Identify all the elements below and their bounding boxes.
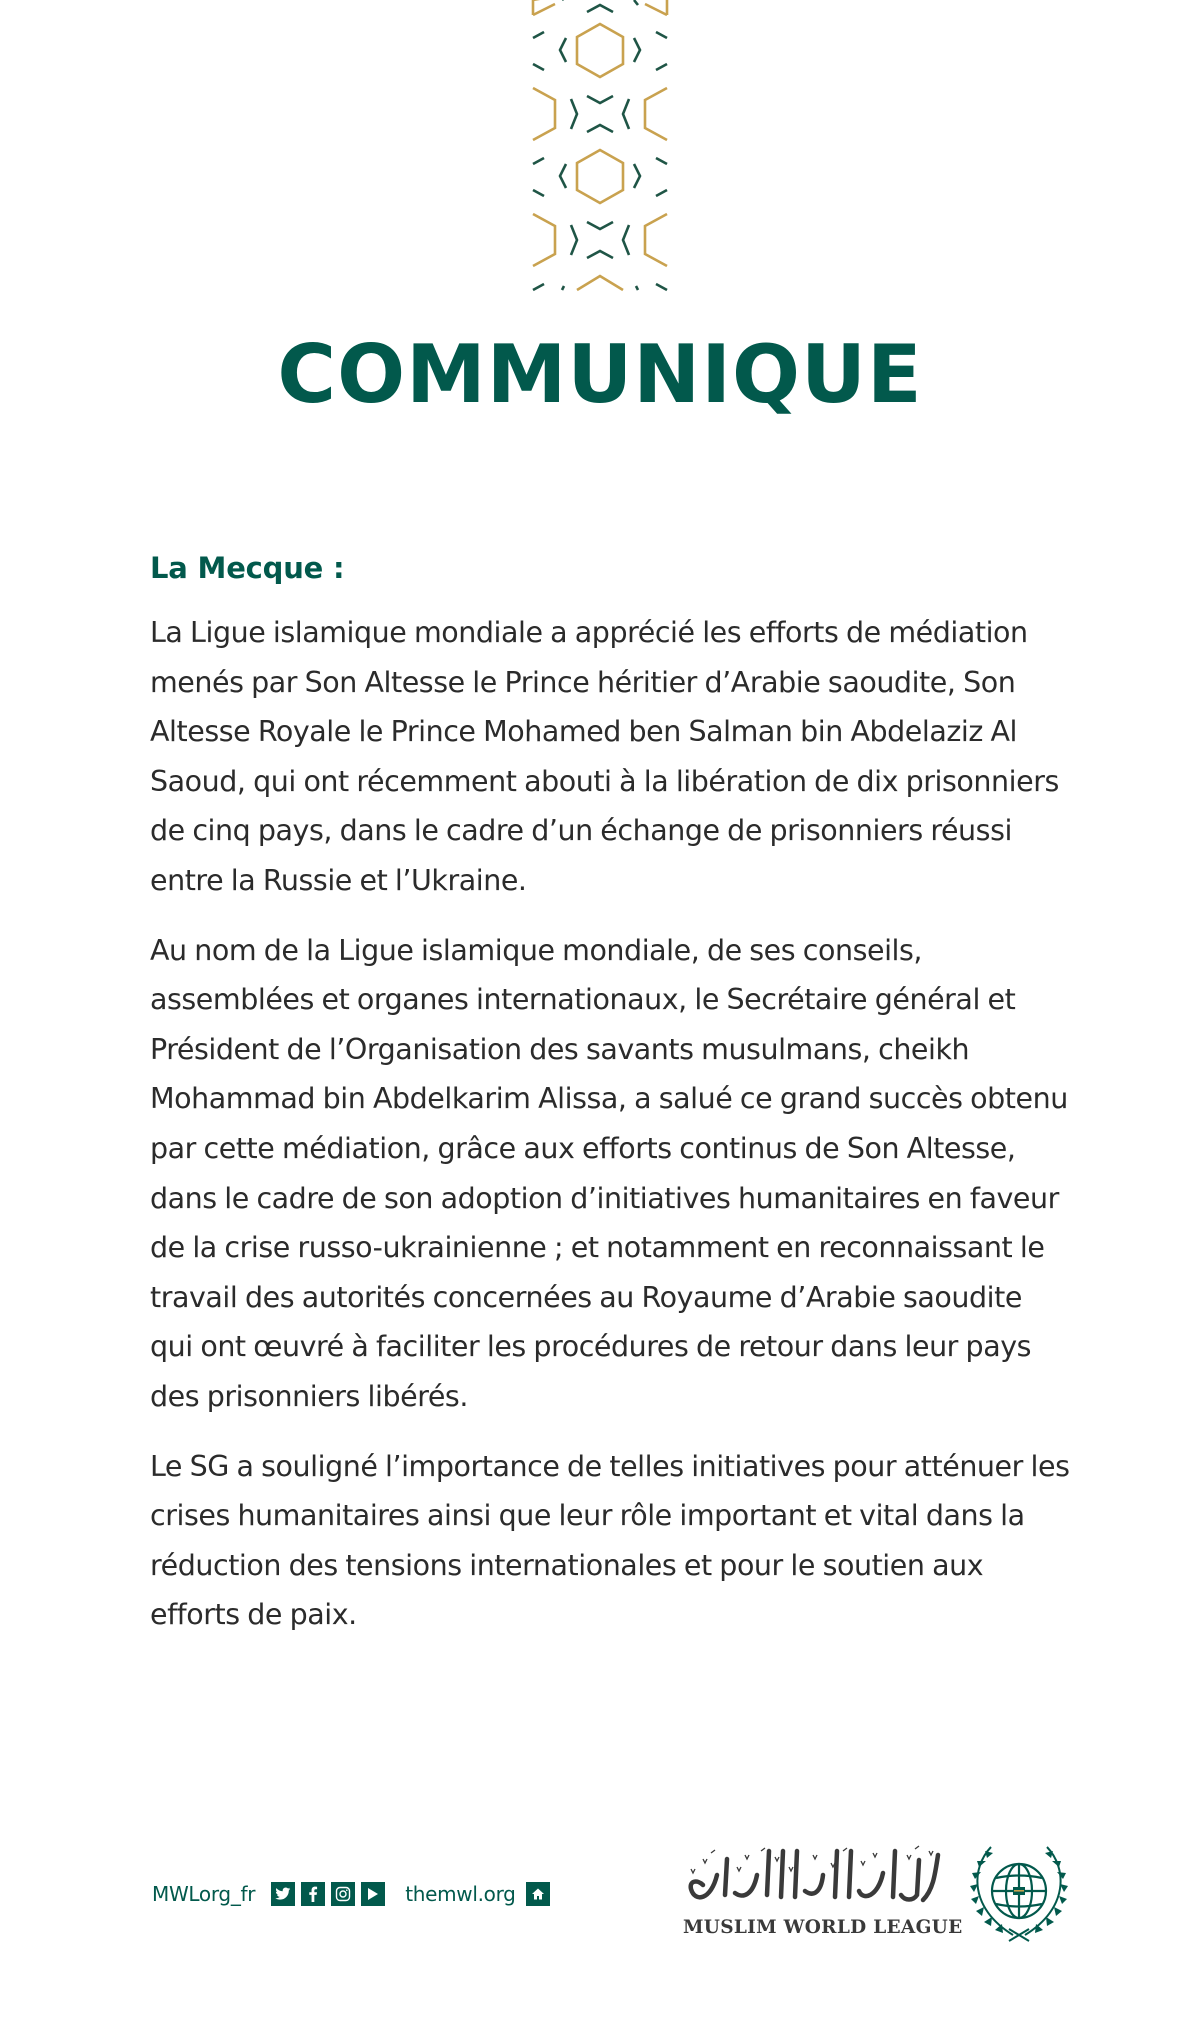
instagram-icon[interactable] xyxy=(331,1882,355,1906)
page-title: COMMUNIQUE xyxy=(277,328,923,421)
geometric-pattern-icon xyxy=(530,0,670,292)
twitter-icon[interactable] xyxy=(271,1882,295,1906)
social-handle[interactable]: MWLorg_fr xyxy=(152,1882,256,1906)
paragraph-2: Au nom de la Ligue islamique mondiale, de ses conseils, assemblées et organes internationaux, le Secrétaire général et Président de l’Organisation des savants musulmans, cheikh Mohammad bin Abdelkarim Alissa, a salué ce grand succès obtenu par cette médiation, grâce aux efforts continus de Son Altesse, dans le cadre de son adoption d’initiatives humanitaires en faveur de la crise russo-ukrainienne ; et notamment en reconnaissant le travail des autorités concernées au Royaume d’Arabie saoudite qui ont œuvré à faciliter les procédures de retour dans leur pays des prisonniers libérés. xyxy=(150,933,1068,1413)
paragraph-3: Le SG a souligné l’importance de telles initiatives pour atténuer les crises humanitaires ainsi que leur rôle important et vital dans la réduction des tensions internationales et pour le soutien aux efforts de paix. xyxy=(150,1449,1070,1632)
paragraph-1: La Ligue islamique mondiale a apprécié les efforts de médiation menés par Son Altesse le Prince héritier d’Arabie saoudite, Son Altesse Royale le Prince Mohamed ben Salman bin Abdelaziz Al Saoud, qui ont récemment abouti à la libération de dix prisonniers de cinq pays, dans le cadre d’un échange de prisonniers réussi entre la Russie et l’Ukraine. xyxy=(150,616,1059,897)
social-footer xyxy=(152,1880,556,1908)
home-icon[interactable] xyxy=(526,1882,550,1906)
youtube-icon[interactable] xyxy=(361,1882,385,1906)
logo-english-name: MUSLIM WORLD LEAGUE xyxy=(683,1917,963,1938)
globe-laurel-emblem-icon xyxy=(963,1843,1075,1943)
facebook-icon[interactable] xyxy=(301,1882,325,1906)
dateline: La Mecque : xyxy=(150,551,345,585)
mwl-logo xyxy=(683,1845,963,1941)
arabic-calligraphy-logo xyxy=(683,1845,948,1907)
website-link[interactable]: themwl.org xyxy=(405,1882,516,1906)
article-body xyxy=(150,548,1070,1660)
